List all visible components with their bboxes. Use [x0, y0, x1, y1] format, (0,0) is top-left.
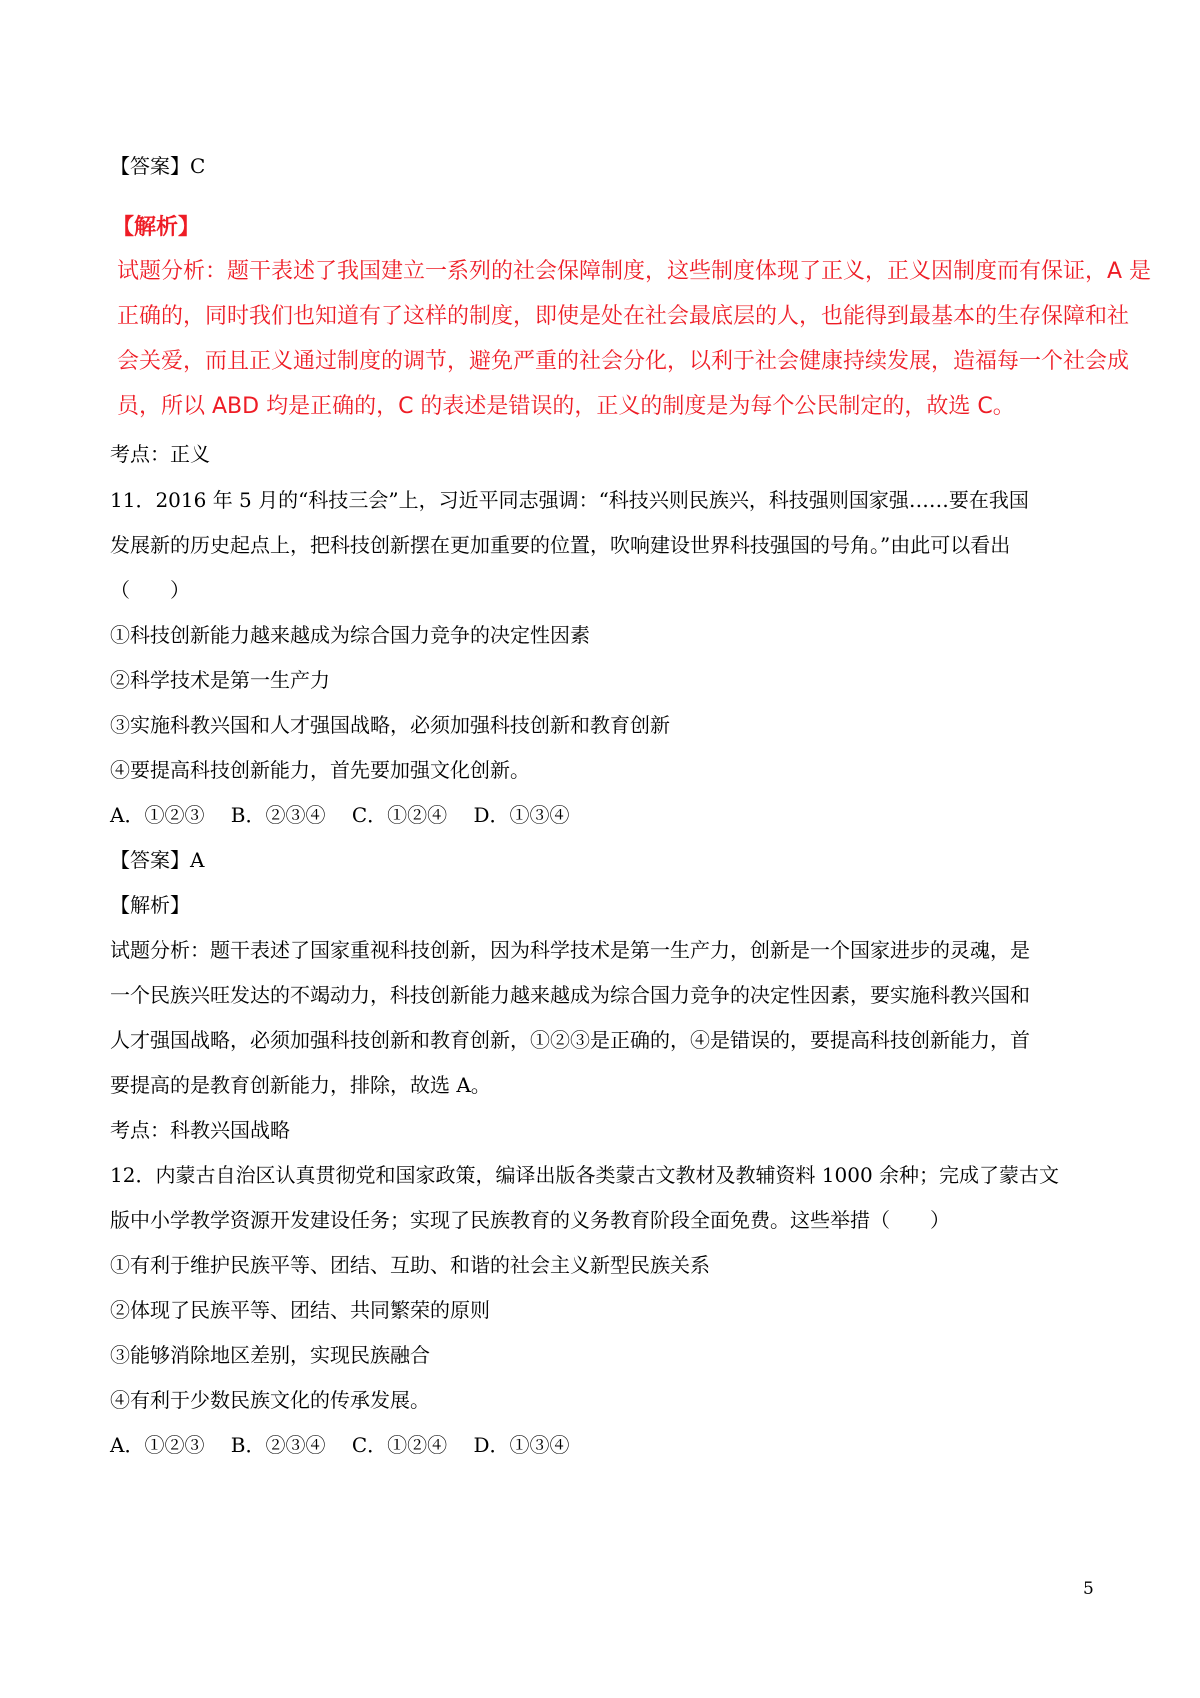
q12-item-3: ③能够消除地区差别，实现民族融合: [110, 1343, 430, 1367]
q11-analysis-line-1: 试题分析：题干表述了国家重视科技创新，因为科学技术是第一生产力，创新是一个国家进步的灵魂，是: [110, 938, 1030, 962]
q10-analysis-heading: 【解析】: [112, 215, 201, 240]
q11-stem-line-2: 发展新的历史起点上，把科技创新摆在更加重要的位置，吹响建设世界科技强国的号角。”由此可以看出: [110, 533, 1011, 557]
q11-kaodian: 考点：科教兴国战略: [110, 1118, 290, 1142]
q12-item-1: ①有利于维护民族平等、团结、互助、和谐的社会主义新型民族关系: [110, 1253, 710, 1277]
q12-stem-line-2: 版中小学教学资源开发建设任务；实现了民族教育的义务教育阶段全面免费。这些举措（ ）: [110, 1208, 950, 1232]
q11-analysis-line-3: 人才强国战略，必须加强科技创新和教育创新，①②③是正确的，④是错误的，要提高科技创新能力，首: [110, 1028, 1030, 1052]
q11-analysis-heading: 【解析】: [110, 893, 190, 917]
q10-kaodian: 考点：正义: [110, 442, 210, 466]
q11-item-3: ③实施科教兴国和人才强国战略，必须加强科技创新和教育创新: [110, 713, 670, 737]
q11-stem-line-1: 11．2016 年 5 月的“科技三会”上，习近平同志强调：“科技兴则民族兴，科技强则国家强……要在我国: [110, 488, 1029, 512]
q10-analysis-line-1: 试题分析：题干表述了我国建立一系列的社会保障制度，这些制度体现了正义，正义因制度而有保证，A 是: [117, 259, 1152, 284]
q11-options: A．①②③ B．②③④ C．①②④ D．①③④: [110, 803, 570, 827]
q12-item-2: ②体现了民族平等、团结、共同繁荣的原则: [110, 1298, 490, 1322]
q11-item-2: ②科学技术是第一生产力: [110, 668, 330, 692]
q10-answer: 【答案】C: [110, 154, 206, 178]
q11-stem-line-3: （ ）: [110, 578, 190, 602]
q11-analysis-line-4: 要提高的是教育创新能力，排除，故选 A。: [110, 1073, 491, 1097]
q10-analysis-line-4: 员，所以 ABD 均是正确的，C 的表述是错误的，正义的制度是为每个公民制定的，故选 C。: [117, 394, 1015, 419]
q11-analysis-line-2: 一个民族兴旺发达的不竭动力，科技创新能力越来越成为综合国力竞争的决定性因素，要实施科教兴国和: [110, 983, 1030, 1007]
q11-item-1: ①科技创新能力越来越成为综合国力竞争的决定性因素: [110, 623, 590, 647]
q12-stem-line-1: 12．内蒙古自治区认真贯彻党和国家政策，编译出版各类蒙古文教材及教辅资料 1000 余种；完成了蒙古文: [110, 1163, 1060, 1187]
q10-analysis-line-3: 会关爱，而且正义通过制度的调节，避免严重的社会分化，以利于社会健康持续发展，造福每一个社会成: [117, 349, 1130, 374]
page-number: 5: [1083, 1579, 1094, 1599]
q12-item-4: ④有利于少数民族文化的传承发展。: [110, 1388, 430, 1412]
q11-item-4: ④要提高科技创新能力，首先要加强文化创新。: [110, 758, 530, 782]
q10-analysis-line-2: 正确的，同时我们也知道有了这样的制度，即使是处在社会最底层的人，也能得到最基本的生存保障和社: [117, 304, 1130, 329]
q12-options: A．①②③ B．②③④ C．①②④ D．①③④: [110, 1433, 570, 1457]
q11-answer: 【答案】A: [110, 848, 205, 872]
